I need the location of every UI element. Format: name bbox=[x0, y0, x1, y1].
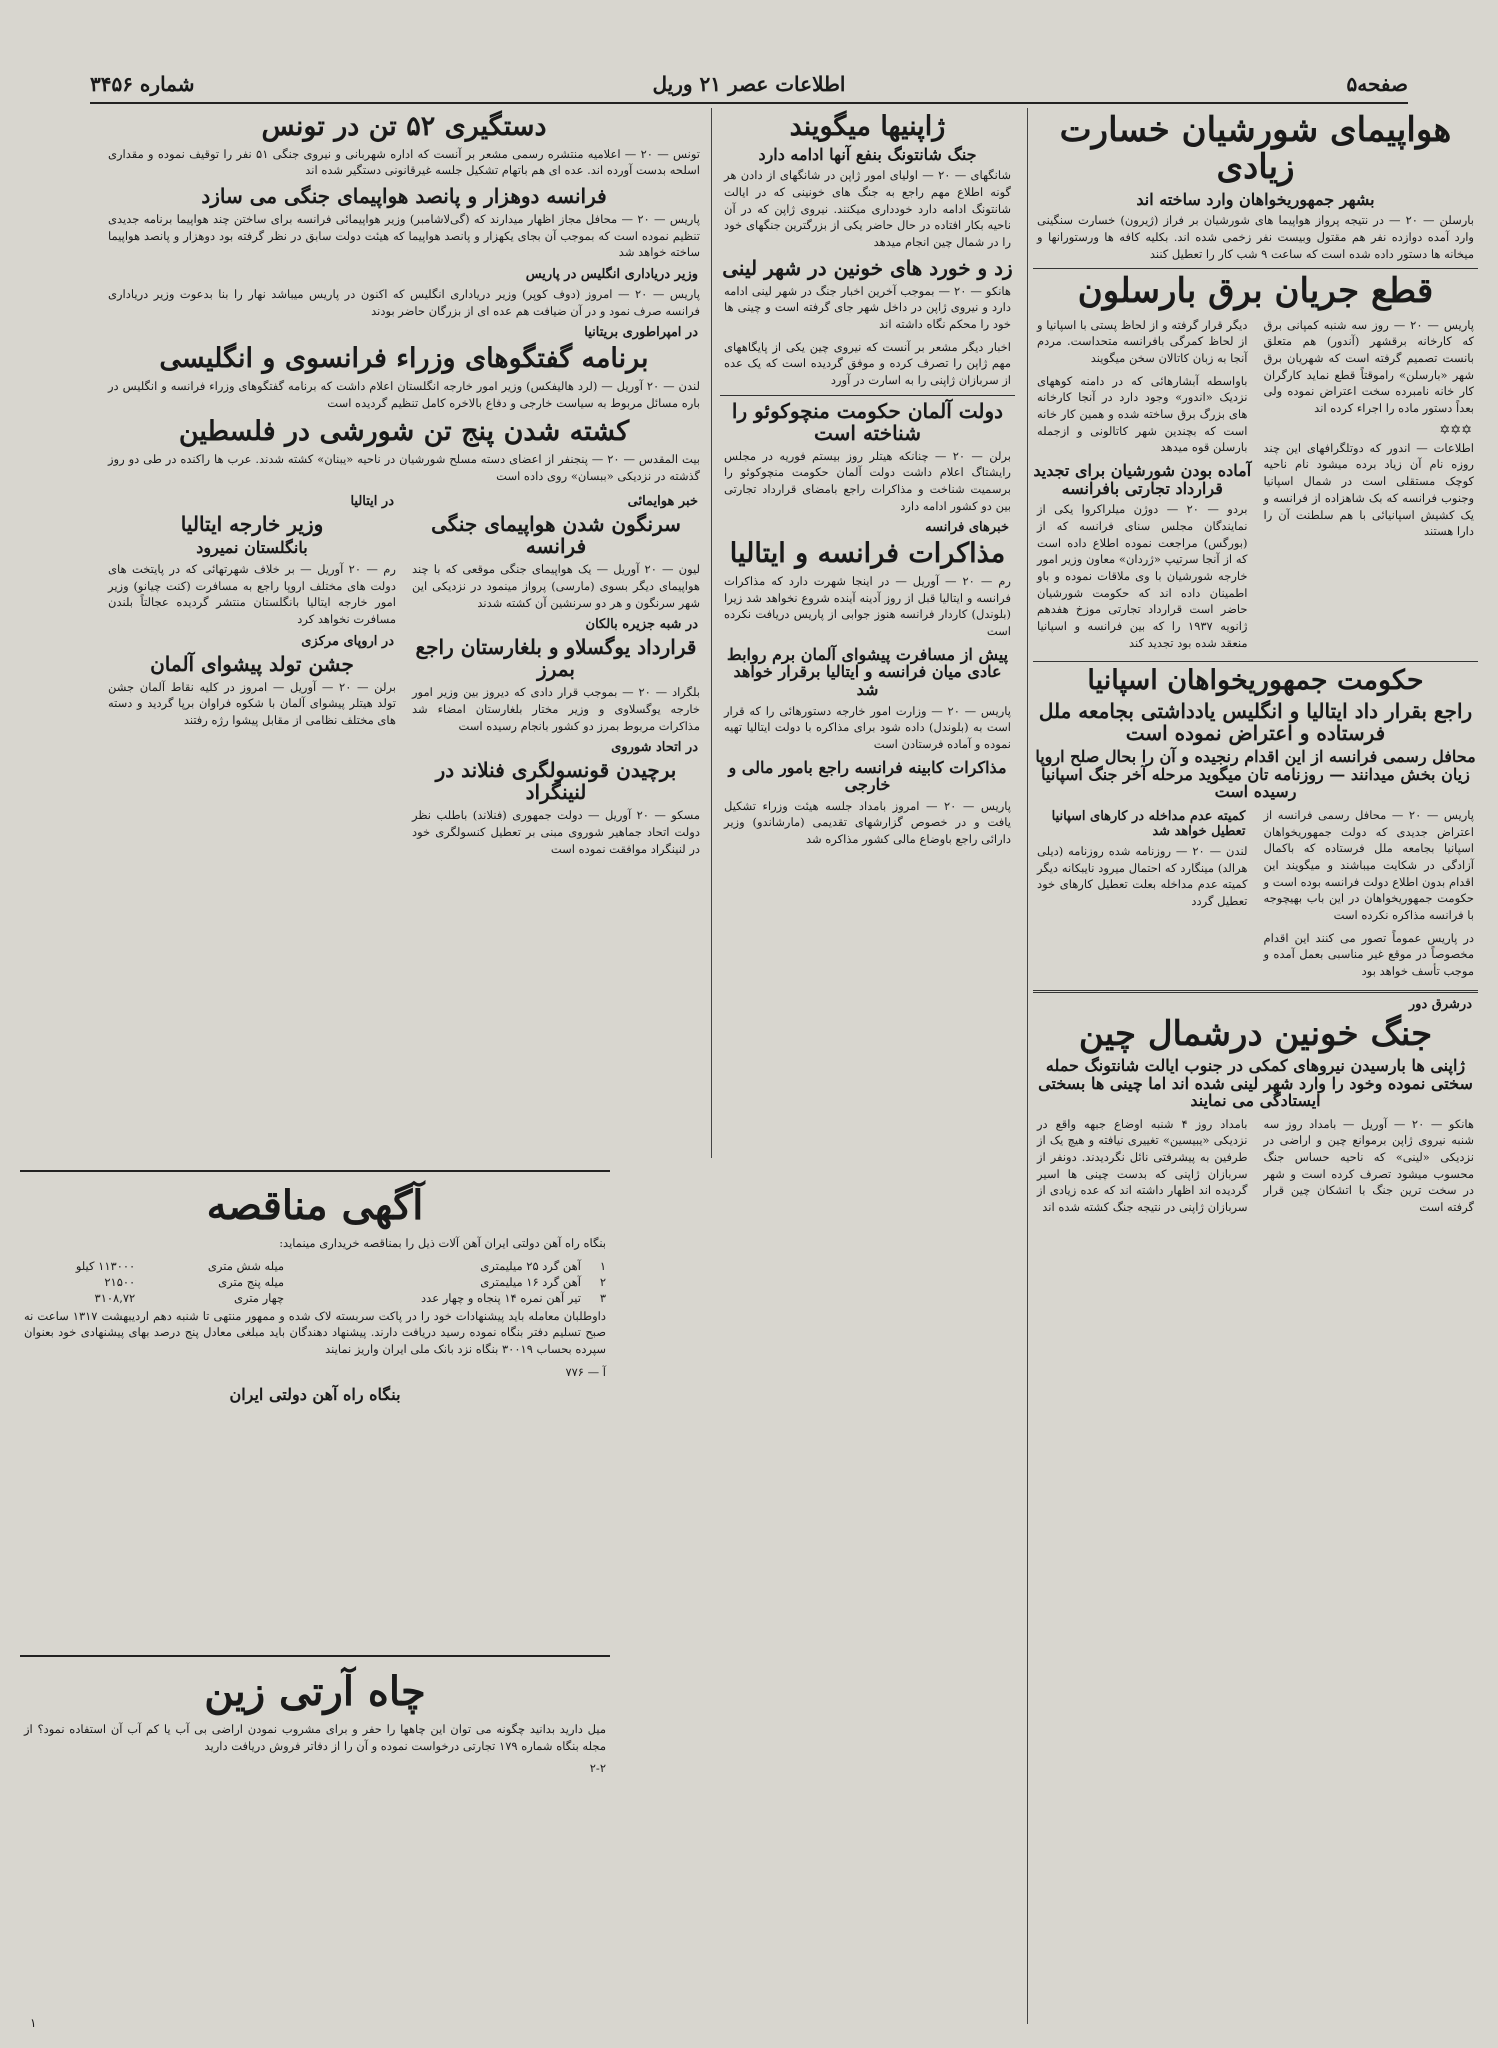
section-heading: کمیته عدم مداخله در کارهای اسپانیا تعطیل خواهد شد bbox=[1051, 808, 1246, 839]
headline: قطع جریان برق بارسلون bbox=[1077, 271, 1434, 312]
section-heading: در امپراطوری بریتانیا bbox=[584, 325, 698, 341]
article-text: دیگر قرار گرفته و از لحاظ پستی با اسپانیا و از لحاظ کمرگی بافرانسه متحداست. مردم آنجا به زبان کاتالان سخن میگویند bbox=[1037, 317, 1248, 366]
item-desc: آهن گرد ۲۵ میلیمتری bbox=[480, 1258, 581, 1273]
item-unit: میله پنج متری bbox=[218, 1274, 285, 1289]
headline: مذاکرات فرانسه و ایتالیا bbox=[729, 538, 1006, 570]
article-text: پاریس — ۲۰ — وزارت امور خارجه دستورهائی را که قرار است به (بلوندل) داده شود برای مذاکره با دولت ایتالیا تهیه نموده و آماده فرستادن است bbox=[724, 703, 1011, 751]
article-text: اخبار دیگر مشعر بر آنست که نیروی چین یکی از پایگاههای مهم ژاپن را تصرف کرده و موفق گردیده است که یک عده از سربازان ژاپنی را به اسارت در آورد bbox=[724, 339, 1011, 387]
article-text: برلن — ۲۰ — آوریل — امروز در کلیه نقاط آلمان جشن تولد هیتلر پیشوای آلمان با شکوه فراوان برپا گردید و دسته های مختلف نظامی از مقابل پیشوا رژه رفتند bbox=[108, 679, 396, 728]
ad-ref: ۲-۲ bbox=[589, 1761, 606, 1776]
ad-body: میل دارید بدانید چگونه می توان این چاهها را حفر و برای مشروب نمودن اراضی بی آب یا کم آب آن استفاده نمود؟ از مجله بنگاه شماره ۱۷۹ تجارتی درخواست نموده و آن را از دفاتر فروش دریافت دارید bbox=[24, 1722, 606, 1753]
article-text: لیون — ۲۰ آوریل — یک هواپیمای جنگی موقعی که با چند هواپیمای دیگر بسوی (مارسی) پرواز مینمود در نزدیکی این شهر سرنگون و هر دو سرنشین آن کشته شدند bbox=[412, 562, 700, 610]
article-text: برلن — ۲۰ — چنانکه هیتلر روز بیستم فوریه در مجلس رایشتاگ اعلام داشت دولت آلمان حکومت منچوکوئو را برسمیت شناخت و مذاکرات راجع بامضای قرارداد تجارتی بین دو کشور ادامه دارد bbox=[724, 448, 1011, 513]
article-text: پاریس — ۲۰ — روز سه شنبه کمپانی برق که کارخانه برقشهر (آندور) هم متعلق بانست تصمیم گرفته است که شهریان برق شهر «بارسلن» راموقتاً قطع نماید کارگران کار خانه نامبرده سخت اعتراض نموده ولی بعداً دستور ماده را اجراء کرده اند bbox=[1263, 317, 1474, 416]
subheadline: جنگ شانتونگ بنفع آنها ادامه دارد bbox=[758, 144, 977, 164]
article-text: پاریس — ۲۰ — امروز بامداد جلسه هیئت وزراء تشکیل یافت و در خصوص گزارشهای تقدیمی (مارشاندو) وزیر دارائی راجع باوضاع مالی کشور مذاکره شد bbox=[724, 798, 1011, 847]
divider bbox=[1033, 990, 1478, 993]
article-text: لندن — ۲۰ آوریل — (لرد هالیفکس) وزیر امور خارجه انگلستان اعلام داشت که برنامه گفتگوهای وزراء فرانسه و انگلیس در باره مسائل مربوط به سیاست خارجی و دفاع بالاخره کامل تنظیم گردیده است bbox=[108, 379, 700, 410]
subheadline: محافل رسمی فرانسه از این اقدام رنجیده و آن را بحال صلح اروپا زیان بخش میدانند — روزنامه تان میگوید مرحله آخر جنگ اسپانیا رسیده است bbox=[1035, 747, 1476, 802]
article-text: بلگراد — ۲۰ — بموجب قرار دادی که دیروز بین وزیر امور خارجه یوگسلاوی و وزیر مختار بلغارستان امضاء شد مذاکرات مربوط بمرز دو کشور بانجام رسیده است bbox=[412, 685, 700, 733]
headline: حکومت جمهوریخواهان اسپانیا bbox=[1087, 665, 1424, 697]
subheadline: بانگلستان نمیرود bbox=[196, 538, 308, 558]
table-row bbox=[20, 1274, 610, 1290]
item-desc: آهن گرد ۱۶ میلیمتری bbox=[480, 1274, 581, 1289]
item-desc: تیر آهن نمره ۱۴ پنجاه و چهار عدد bbox=[421, 1290, 581, 1305]
headline: برچیدن قونسولگری فنلاند در لنینگراد bbox=[435, 758, 677, 805]
headline: هواپیمای شورشیان خسارت زیادی bbox=[1059, 110, 1452, 188]
ad-title: آگهی مناقصه bbox=[206, 1182, 424, 1229]
two-column-block bbox=[1033, 1114, 1478, 1222]
article-text: پاریس — ۲۰ — محافل رسمی فرانسه از اعتراض جدیدی که دولت جمهوریخواهان اسپانیا بجامعه ملل فرستاده که باکمال آزادگی در شکایت میباشند و میگویند این اقدام بدون اطلاع دولت فرانسه بوده است و حکومت جمهوریخواهان در این باب بهیچوجه با فرانسه مذاکره نکرده است bbox=[1263, 807, 1474, 922]
well-ad bbox=[20, 1662, 610, 1783]
article-text: باواسطه آبشارهائی که در دامنه کوههای نزدیک «اندور» وجود دارد در آنجا کارخانه های بزرگ برق ساخته شده و همین کار خانه است که بچندین شهر کاتالونی و ازجمله بارسلن قوه میدهد bbox=[1037, 373, 1248, 455]
article-text: لندن — ۲۰ — روزنامه شده روزنامه (دیلی هرالد) مینگارد که احتمال میرود نایبکانه دیگر کمیته عدم مداخله بعلت تعطیل کارهای خود تعطیل گردد bbox=[1037, 843, 1248, 908]
table-row bbox=[20, 1290, 610, 1306]
column-divider bbox=[1027, 108, 1028, 2024]
ad-title: چاه آرتی زین bbox=[204, 1668, 426, 1715]
headline: آماده بودن شورشیان برای تجدید قرارداد تجارتی بافرانسه bbox=[1033, 461, 1252, 498]
column-right bbox=[1033, 108, 1478, 2024]
divider bbox=[20, 1655, 610, 1657]
article-text: پاریس — ۲۰ — محافل مجاز اظهار میدارند که (گی‌لاشامبر) وزیر هواپیمائی فرانسه برای ساختن چند هواپیما برنامه جدیدی تنظیم نموده است که بموجب آن بجای یکهزار و پانصد هواپیما که هیئت دولت سابق در نظر گرفته بود دوهزار و پانصد هواپیما ساخته خواهد شد bbox=[108, 212, 700, 260]
divider bbox=[1033, 268, 1478, 269]
headline: زد و خورد های خونین در شهر لینی bbox=[722, 255, 1013, 280]
section-heading: در اروپای مرکزی bbox=[301, 633, 394, 649]
two-column-block bbox=[1033, 805, 1478, 986]
item-qty: ۱۱۳۰۰۰ کیلو bbox=[75, 1258, 136, 1273]
item-qty: ۲۱۵۰۰ bbox=[104, 1274, 136, 1289]
headline: ژاپنیها میگویند bbox=[789, 111, 946, 142]
section-heading: وزیر دریاداری انگلیس در پاریس bbox=[525, 267, 698, 283]
stars-ornament: ✡✡✡ bbox=[1439, 422, 1472, 438]
item-qty: ۳۱۰۸,۷۲ bbox=[94, 1290, 136, 1305]
headline: مذاکرات کابینه فرانسه راجع بامور مالی و خارجی bbox=[728, 757, 1007, 795]
article-text: بیت المقدس — ۲۰ — پنجنفر از اعضای دسته مسلح شورشیان در ناحیه «یبنان» کشته شدند. عرب ها راکنده در طی دو روز گذشته در نزدیکی «ببسان» روی داده است bbox=[108, 452, 700, 483]
headline: سرنگون شدن هواپیمای جنگی فرانسه bbox=[431, 512, 681, 559]
item-unit: میله شش متری bbox=[207, 1258, 285, 1273]
article-text: مسکو — ۲۰ آوریل — دولت جمهوری (فنلاند) باطلب نظر دولت اتحاد جماهیر شوروی مبنی بر تعطیل کنسولگری خود در لنینگراد موافقت نموده است bbox=[412, 808, 700, 856]
headline: جشن تولد پیشوای آلمان bbox=[150, 651, 354, 676]
two-column-block bbox=[1033, 315, 1478, 658]
article-text: رم — ۲۰ آوریل — بر خلاف شهرتهائی که در پایتخت های دولت های مختلف اروپا راجع به مسافرت (کنت چیانو) وزیر امور خارجه ایتالیا بانگلستان منتشر گردیده عجالتاً بلندن مسافرت نخواهد کرد bbox=[108, 562, 396, 627]
headline: جنگ خونین درشمال چین bbox=[1078, 1013, 1433, 1054]
article-text: بارسلن — ۲۰ — در نتیجه پرواز هواپیما های شورشیان بر فراز (ژیرون) خسارت سنگینی وارد آمده دوازده نفر هم مقتول وبیست نفر زخمی شده اند. بکلیه کافه ها ورستورانها و میخانه ها دستور داده شده است که ساعت ۹ شب کار را تعطیل کنند bbox=[1037, 213, 1474, 261]
article-text: هانکو — ۲۰ — بموجب آخرین اخبار جنگ در شهر لینی ادامه دارد و نیروی ژاپن در داخل شهر جای گرفته است و چینی ها خود را محکم نگاه داشته اند bbox=[724, 283, 1011, 331]
headline: برنامه گفتگوهای وزراء فرانسوی و انگلیسی bbox=[159, 343, 649, 375]
table-row bbox=[20, 1258, 610, 1274]
tender-ad bbox=[20, 1176, 610, 1408]
headline: فرانسه دوهزار و پانصد هواپیمای جنگی می سازد bbox=[201, 184, 607, 209]
two-column-block bbox=[104, 490, 704, 863]
article-text: بردو — ۲۰ — دوژن میلراکروا یکی از نمایندگان مجلس سنای فرانسه که از (بورگس) مراجعت نموده اطلاع داده است که از آنجا سرتیپ «ژردان» معاون وزیر امور خارجه شورشیان با وی ملاقات نموده و باو اطمینان داده اند که حکومت شورشیان حاضر است قرارداد تجارتی موزخ هفدهم ژانویه ۱۹۳۷ را که بین فرانسه و اسپانیا منعقد شده بود تجدید کند bbox=[1037, 502, 1248, 650]
divider bbox=[720, 395, 1015, 396]
headline: دستگیری ۵۲ تن در تونس bbox=[261, 111, 547, 142]
article-text: شانگهای — ۲۰ — اولیای امور ژاپن در شانگهای از دادن هر گونه اطلاع مهم راجع به جنگ های خونینی که در ایالت شانتونگ ادامه دارد خودداری میکنند. نیروی ژاپن که در آن ناحیه بکار افتاده در حال حاضر یکی از بزرگترین جنگهای خود را در شمال چین انجام میدهد bbox=[724, 168, 1011, 249]
headline: پیش از مسافرت پیشوای آلمان برم روابط عادی میان فرانسه و ایتالیا برقرار خواهد شد bbox=[726, 644, 1009, 699]
divider bbox=[20, 1170, 610, 1172]
section-heading: خبرهای فرانسه bbox=[925, 520, 1009, 536]
article-text: پاریس — ۲۰ — امروز (دوف کوپر) وزیر دریاداری انگلیس که اکنون در پاریس میباشد نهار را بنا بدعوت وزیر دریاداری فرانسه صرف نمود و در آن ضیافت هم عده ای از بزرگان حاضر بودند bbox=[108, 287, 700, 318]
ad-items-table bbox=[20, 1258, 610, 1306]
issue-number: شماره ۳۴۵۶ bbox=[90, 72, 195, 96]
column-middle bbox=[720, 108, 1015, 1168]
headline: وزیر خارجه ایتالیا bbox=[180, 512, 324, 537]
masthead bbox=[90, 68, 1408, 104]
ad-body: داوطلبان معامله باید پیشنهادات خود را در پاکت سربسته لاک شده و ممهور منتهی تا شنبه دهم اردیبهشت ۱۳۱۷ ساعت نه صبح تسلیم دفتر بنگاه نموده رسید دریافت دارند. پیشنهاد دهندگان باید مبلغی معادل پنج درصد بهای پیشنهادی خود بعنوان سپرده بحساب ۳۰۰۱۹ بنگاه نزد بانک ملی ایران واریز نمایند bbox=[24, 1308, 606, 1357]
article-text: اطلاعات — اندور که دوتلگرافهای این چند روزه نام آن زیاد برده میشود نام ناحیه کوچک مستقلی است در شمال اسپانیا وجنوب فرانسه که بک شاهزاده از فرانسه و یک کشیش اسپانیائی با هم سلطنت آن را دارا هستند bbox=[1263, 440, 1474, 539]
article-text: در پاریس عموماً تصور می کنند این اقدام مخصوصاً در موقع غیر مناسبی بعمل آمده و موجب تأسف خواهد بود bbox=[1263, 930, 1474, 978]
item-unit: چهار متری bbox=[233, 1290, 285, 1305]
item-no: ۲ bbox=[599, 1274, 606, 1289]
section-heading: در ایتالیا bbox=[350, 494, 394, 510]
column-left bbox=[104, 108, 704, 1168]
headline: کشته شدن پنج تن شورشی در فلسطین bbox=[178, 416, 630, 448]
headline: دولت آلمان حکومت منچوکوئو را شناخته است bbox=[731, 398, 1004, 445]
column-divider bbox=[711, 108, 712, 1158]
headline: قرارداد یوگسلاو و بلغارستان راجع بمرز bbox=[415, 635, 697, 682]
item-no: ۳ bbox=[599, 1290, 606, 1305]
section-heading: خبر هوایمائی bbox=[627, 494, 698, 510]
article-text: هانکو — ۲۰ — آوریل — بامداد روز سه شنبه نیروی ژاپن برموانع چین و اراضی در نزدیکی «لینی» که ناحیه حساس جنگ محسوب میشود تصرف کرده است و شهر در سخت ترین جنگ با اتشکان چین قرار گرفته است bbox=[1263, 1116, 1474, 1215]
subheadline: راجع بقرار داد ایتالیا و انگلیس یادداشتی بجامعه ملل فرستاده و اعتراض نموده است bbox=[1038, 699, 1473, 746]
subheadline: ژاپنی ها بارسیدن نیروهای کمکی در جنوب ایالت شانتونگ حمله سختی نموده وخود را وارد شهر لینی شده اند اما چینی ها بسختی ایستادگی می نمایند bbox=[1038, 1055, 1473, 1111]
ad-intro: بنگاه راه آهن دولتی ایران آهن آلات ذیل را بمناقصه خریداری مینماید: bbox=[279, 1236, 606, 1250]
section-heading: در شبه جزیره بالکان bbox=[585, 617, 698, 633]
section-heading: در اتحاد شوروی bbox=[611, 740, 698, 756]
article-text: بامداد روز ۴ شنبه اوضاع جبهه واقع در نزدیکی «یبیسین» تغییری نیافته و هیچ یک از طرفین به پیشرفتی نائل نگردیدند. دونفر از سربازان ژاپنی که بدست چینی ها اسیر گردیده اند اظهار داشته اند که عده زیادی از سربازان ژاپنی در نتیجه جنگ کشته شده اند bbox=[1037, 1116, 1248, 1215]
item-no: ۱ bbox=[599, 1258, 606, 1273]
page-number: صفحه۵ bbox=[1346, 72, 1408, 96]
ad-footer: بنگاه راه آهن دولتی ایران bbox=[229, 1385, 401, 1405]
article-text: رم — ۲۰ — آوریل — در اینجا شهرت دارد که مذاکرات فرانسه و ایتالیا قبل از روز آدینه آینده شروع نخواهد شد زیرا (بلوندل) کاردار فرانسه هنوز جوابی از پاریس دریافت نکرده است bbox=[724, 574, 1011, 639]
section-heading: درشرق دور bbox=[1408, 996, 1472, 1012]
page-mark: ۱ bbox=[30, 2016, 37, 2030]
paper-title: اطلاعات عصر ۲۱ وریل bbox=[652, 72, 846, 96]
divider bbox=[1033, 661, 1478, 662]
article-text: تونس — ۲۰ — اعلامیه منتشره رسمی مشعر بر آنست که اداره شهربانی و نیروی جنگی ۵۱ نفر را توقیف نموده و مقداری اسلحه بدست آورده اند. عده ای هم باتهام تشکیل جلسه غیرقانونی دستگیر شده اند bbox=[108, 146, 700, 178]
subheadline: بشهر جمهوریخواهان وارد ساخته اند bbox=[1136, 189, 1375, 209]
ad-ref: آ — ۷۷۶ bbox=[565, 1364, 606, 1379]
